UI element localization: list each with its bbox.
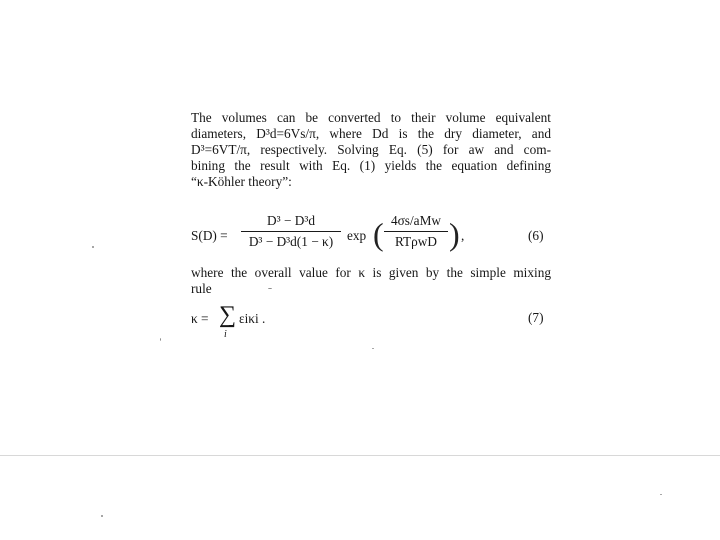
fraction-numerator: D³ − D³d bbox=[267, 213, 315, 228]
text-line: The volumes can be converted to their volume equivalent bbox=[191, 110, 551, 125]
text-line: “κ-Köhler theory”: bbox=[191, 174, 292, 190]
scan-edge-line bbox=[0, 455, 720, 456]
equation-lhs: S(D) = bbox=[191, 228, 228, 243]
fraction-bar bbox=[384, 231, 448, 232]
summation-symbol: ∑ bbox=[219, 302, 237, 328]
scan-speck bbox=[92, 246, 94, 248]
scan-speck bbox=[160, 338, 161, 341]
fraction-bar bbox=[241, 231, 341, 232]
text-line: where the overall value for κ is given by the simple mixing bbox=[191, 265, 551, 280]
text-line: diameters, D³d=6Vs/π, where Dd is the dry diameter, and bbox=[191, 126, 551, 142]
equation-number-7: (7) bbox=[528, 310, 544, 325]
fraction-numerator: 4σs/aMw bbox=[390, 213, 441, 228]
equation-7-mixing-rule bbox=[191, 302, 351, 345]
text-line: bining the result with Eq. (1) yields the equation defining bbox=[191, 158, 551, 174]
equation-lhs: κ = bbox=[191, 311, 209, 326]
summation-terms: εiκi . bbox=[239, 311, 266, 326]
paragraph-volume-diameters bbox=[191, 110, 551, 190]
fraction-diameter-ratio bbox=[241, 212, 341, 251]
scan-speck bbox=[101, 515, 103, 517]
exp-function: exp bbox=[347, 228, 367, 243]
paragraph-mixing-rule bbox=[191, 265, 551, 297]
fraction-denominator: D³ − D³d(1 − κ) bbox=[248, 234, 334, 249]
equation-number-6: (6) bbox=[528, 228, 544, 243]
summation-index: i bbox=[224, 329, 227, 340]
scan-speck bbox=[372, 348, 374, 349]
scan-speck bbox=[660, 494, 662, 495]
right-paren: ) bbox=[449, 216, 460, 252]
text-line: D³=6VT/π, respectively. Solving Eq. (5) for aw and com- bbox=[191, 142, 551, 158]
scan-speck bbox=[268, 288, 272, 289]
left-paren: ( bbox=[373, 216, 384, 252]
equation-6-kappa-kohler bbox=[191, 212, 491, 262]
fraction-kelvin-term bbox=[384, 212, 448, 251]
equation-comma: , bbox=[461, 228, 465, 243]
text-line: rule bbox=[191, 281, 212, 297]
fraction-denominator: RTρwD bbox=[394, 234, 438, 249]
